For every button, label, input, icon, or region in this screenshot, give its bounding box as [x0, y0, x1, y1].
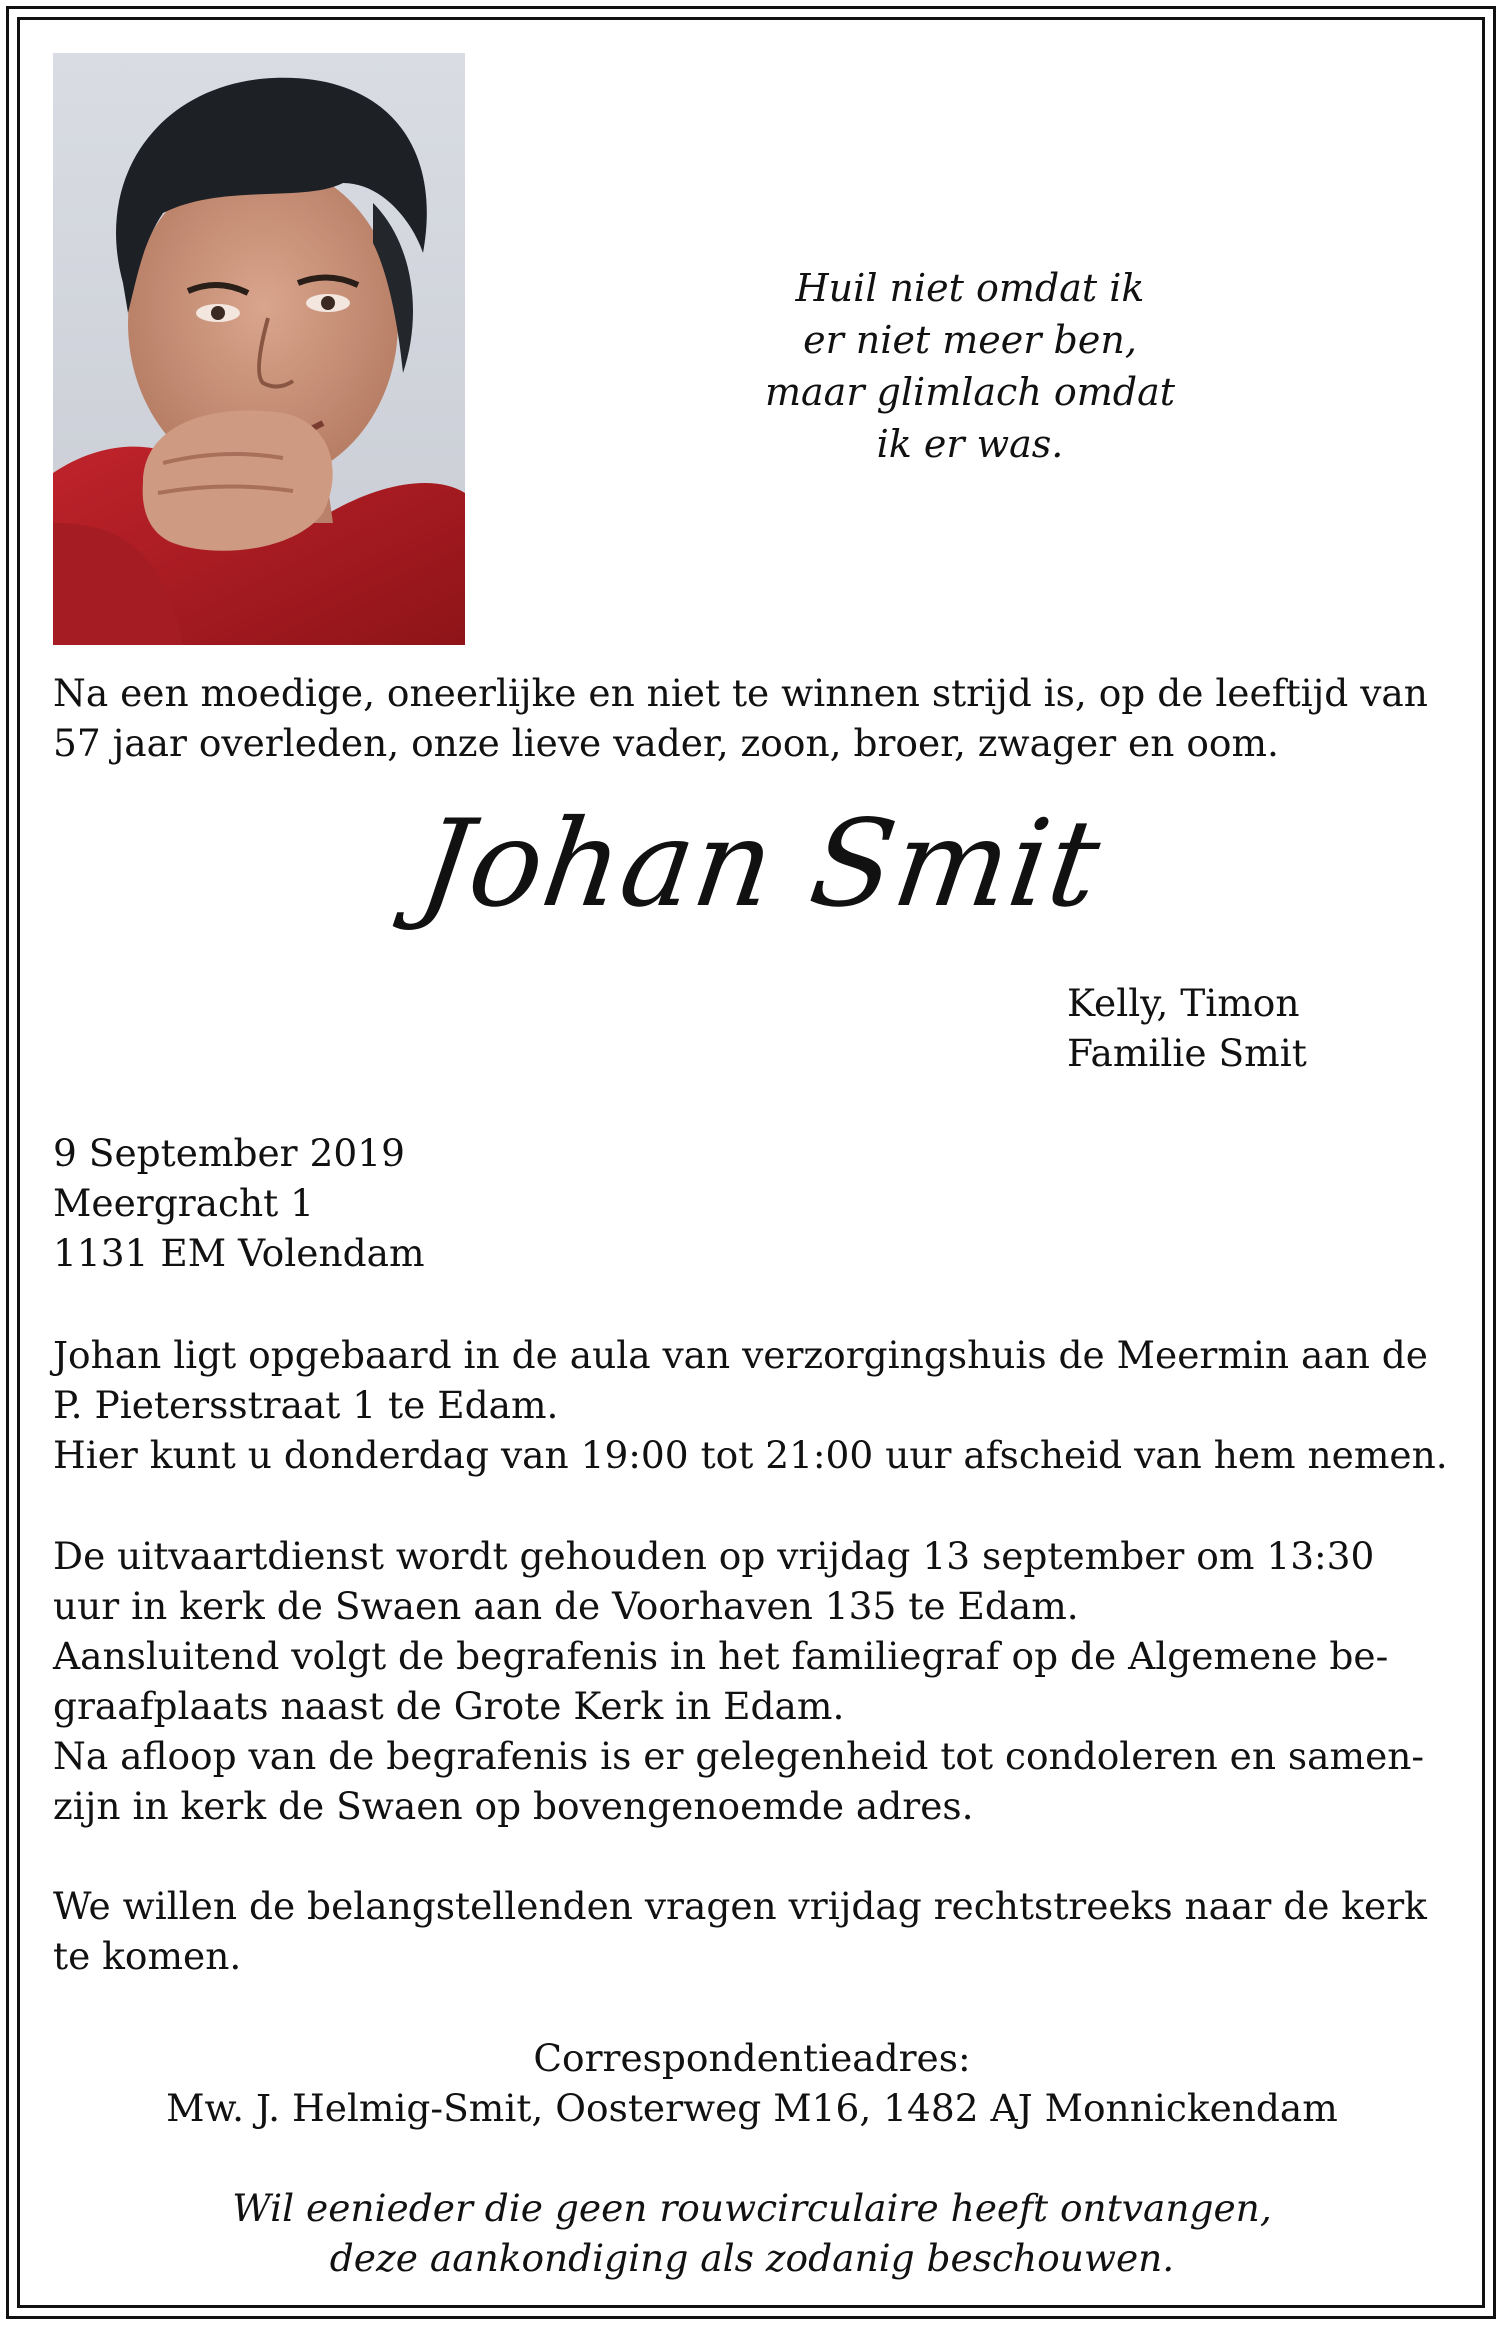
- paragraph-line: Na afloop van de begrafenis is er gelegenheid tot condoleren en samen-: [53, 1734, 1425, 1778]
- paragraph-line: P. Pietersstraat 1 te Edam.: [53, 1383, 559, 1427]
- paragraph-line: te komen.: [53, 1934, 242, 1978]
- intro-text: [53, 668, 1453, 768]
- poem-line: Huil niet omdat ik: [795, 266, 1145, 310]
- deceased-name: Johan Smit: [411, 795, 1109, 934]
- paragraph-line: We willen de belangstellenden vragen vrijdag rechtstreeks naar de kerk: [53, 1884, 1427, 1928]
- city: 1131 EM Volendam: [53, 1231, 425, 1275]
- date: 9 September 2019: [53, 1131, 405, 1175]
- portrait-photo: [53, 53, 465, 645]
- closing-line: deze aankondiging als zodanig beschouwen.: [329, 2236, 1175, 2280]
- paragraph-line: Aansluitend volgt de begrafenis in het familiegraf op de Algemene be-: [53, 1634, 1389, 1678]
- paragraph-line: Hier kunt u donderdag van 19:00 tot 21:00 uur afscheid van hem nemen.: [53, 1433, 1448, 1477]
- request-text: [53, 1881, 1453, 1981]
- signee-line: Familie Smit: [1067, 1031, 1307, 1075]
- correspondence-label: Correspondentieadres:: [533, 2036, 971, 2080]
- paragraph-line: zijn in kerk de Swaen op bovengenoemde adres.: [53, 1784, 974, 1828]
- closing-line: Wil eenieder die geen rouwcirculaire heeft ontvangen,: [232, 2186, 1272, 2230]
- correspondence-block: [53, 2033, 1451, 2133]
- poem-line: maar glimlach omdat: [764, 370, 1176, 414]
- paragraph-line: De uitvaartdienst wordt gehouden op vrijdag 13 september om 13:30: [53, 1534, 1375, 1578]
- poem: [640, 262, 1300, 470]
- paragraph-line: uur in kerk de Swaen aan de Voorhaven 135 te Edam.: [53, 1584, 1079, 1628]
- paragraph-line: Johan ligt opgebaard in de aula van verzorgingshuis de Meermin aan de: [53, 1333, 1428, 1377]
- intro-line: Na een moedige, oneerlijke en niet te winnen strijd is, op de leeftijd van: [53, 671, 1428, 715]
- home-address: [53, 1128, 1453, 1278]
- closing-note: [53, 2183, 1451, 2283]
- street: Meergracht 1: [53, 1181, 314, 1225]
- poem-line: ik er was.: [876, 422, 1064, 466]
- paragraph-line: graafplaats naast de Grote Kerk in Edam.: [53, 1684, 845, 1728]
- service-text: [53, 1531, 1453, 1831]
- signee-line: Kelly, Timon: [1067, 981, 1300, 1025]
- signees: [1067, 978, 1307, 1078]
- laid-out-text: [53, 1330, 1453, 1480]
- poem-line: er niet meer ben,: [803, 318, 1137, 362]
- intro-line: 57 jaar overleden, onze lieve vader, zoon, broer, zwager en oom.: [53, 721, 1279, 765]
- correspondence-address: Mw. J. Helmig-Smit, Oosterweg M16, 1482 AJ Monnickendam: [166, 2086, 1338, 2130]
